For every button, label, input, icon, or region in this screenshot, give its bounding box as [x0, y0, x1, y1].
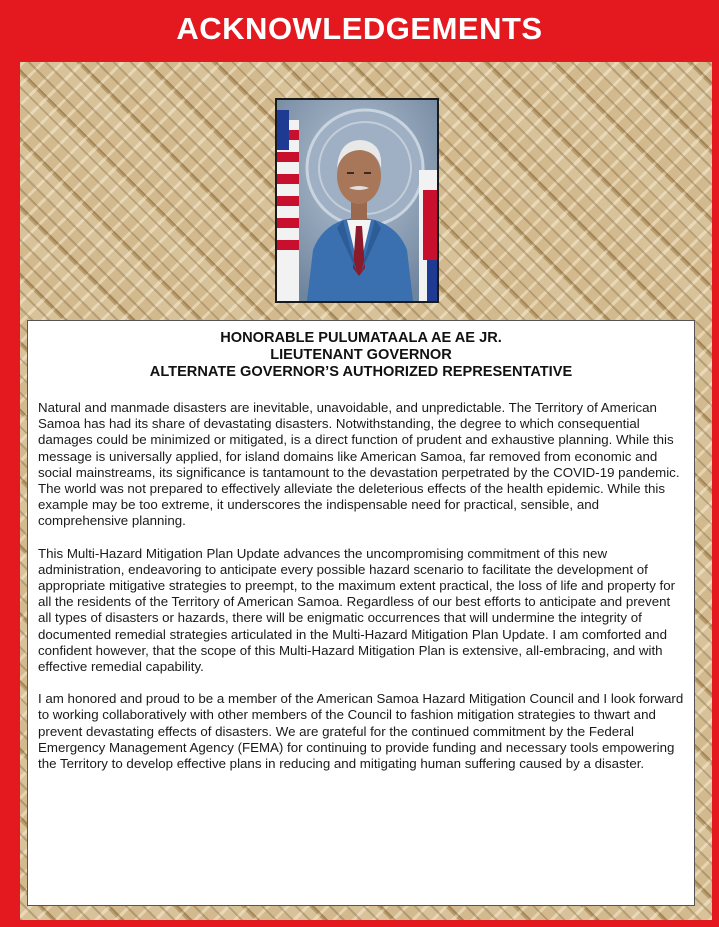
signatory-role: ALTERNATE GOVERNOR’S AUTHORIZED REPRESENTATIVE [149, 364, 573, 380]
body-paragraph: Natural and manmade disasters are inevitable, unavoidable, and unpredictable. The Territory of American Samoa has had its share of devastating disasters. Notwithstanding, the degree to which consequential damages could be minimized or mitigated, is a direct function of prudent and exhaustive planning. While this message is universally applied, for island domains like American Samoa, far removed from economic and social mainstreams, its significance is tantamount to the devastation perpetrated by the COVID-19 pandemic. The world was not prepared to effectively alleviate the deleterious effects of the health epidemic. While this example may be too extreme, it underscores the indispensable need for practical, sensible, and comprehensive planning. [38, 400, 680, 529]
body-paragraph: This Multi-Hazard Mitigation Plan Update advances the uncompromising commitment of this new administration, endeavoring to anticipate every possible hazard scenario to facilitate the development of appropriate mitigative strategies to preempt, to the maximum extent practical, the loss of life and property for all the residents of the Territory of American Samoa. Regardless of our best efforts to anticipate and prevent all types of disasters or hazards, there will be enigmatic occurrences that will undermine the integrity of documented remedial strategies articulated in the Multi-Hazard Mitigation Plan Update. I am comforted and confident however, that the scope of this Multi-Hazard Mitigation Plan is extensive, all-embracing, and with effective remedial capability. [38, 545, 676, 675]
official-portrait [275, 98, 439, 303]
acknowledgement-message [27, 320, 695, 906]
signatory-position: LIEUTENANT GOVERNOR [270, 347, 452, 363]
body-paragraph: I am honored and proud to be a member of the American Samoa Hazard Mitigation Council and I look forward to working collaboratively with other members of the Council to fashion mitigation strategies to thwart and prevent devastating effects of disasters. We are grateful for the continued commitment by the Federal Emergency Management Agency (FEMA) for continuing to provide funding and necessary tools empowering the Territory to develop effective plans in reducing and mitigating human suffering caused by a disaster. [38, 691, 684, 772]
signatory-name: HONORABLE PULUMATAALA AE AE JR. [220, 330, 502, 346]
signatory-heading [38, 330, 684, 381]
page-title: ACKNOWLEDGEMENTS [176, 11, 543, 46]
